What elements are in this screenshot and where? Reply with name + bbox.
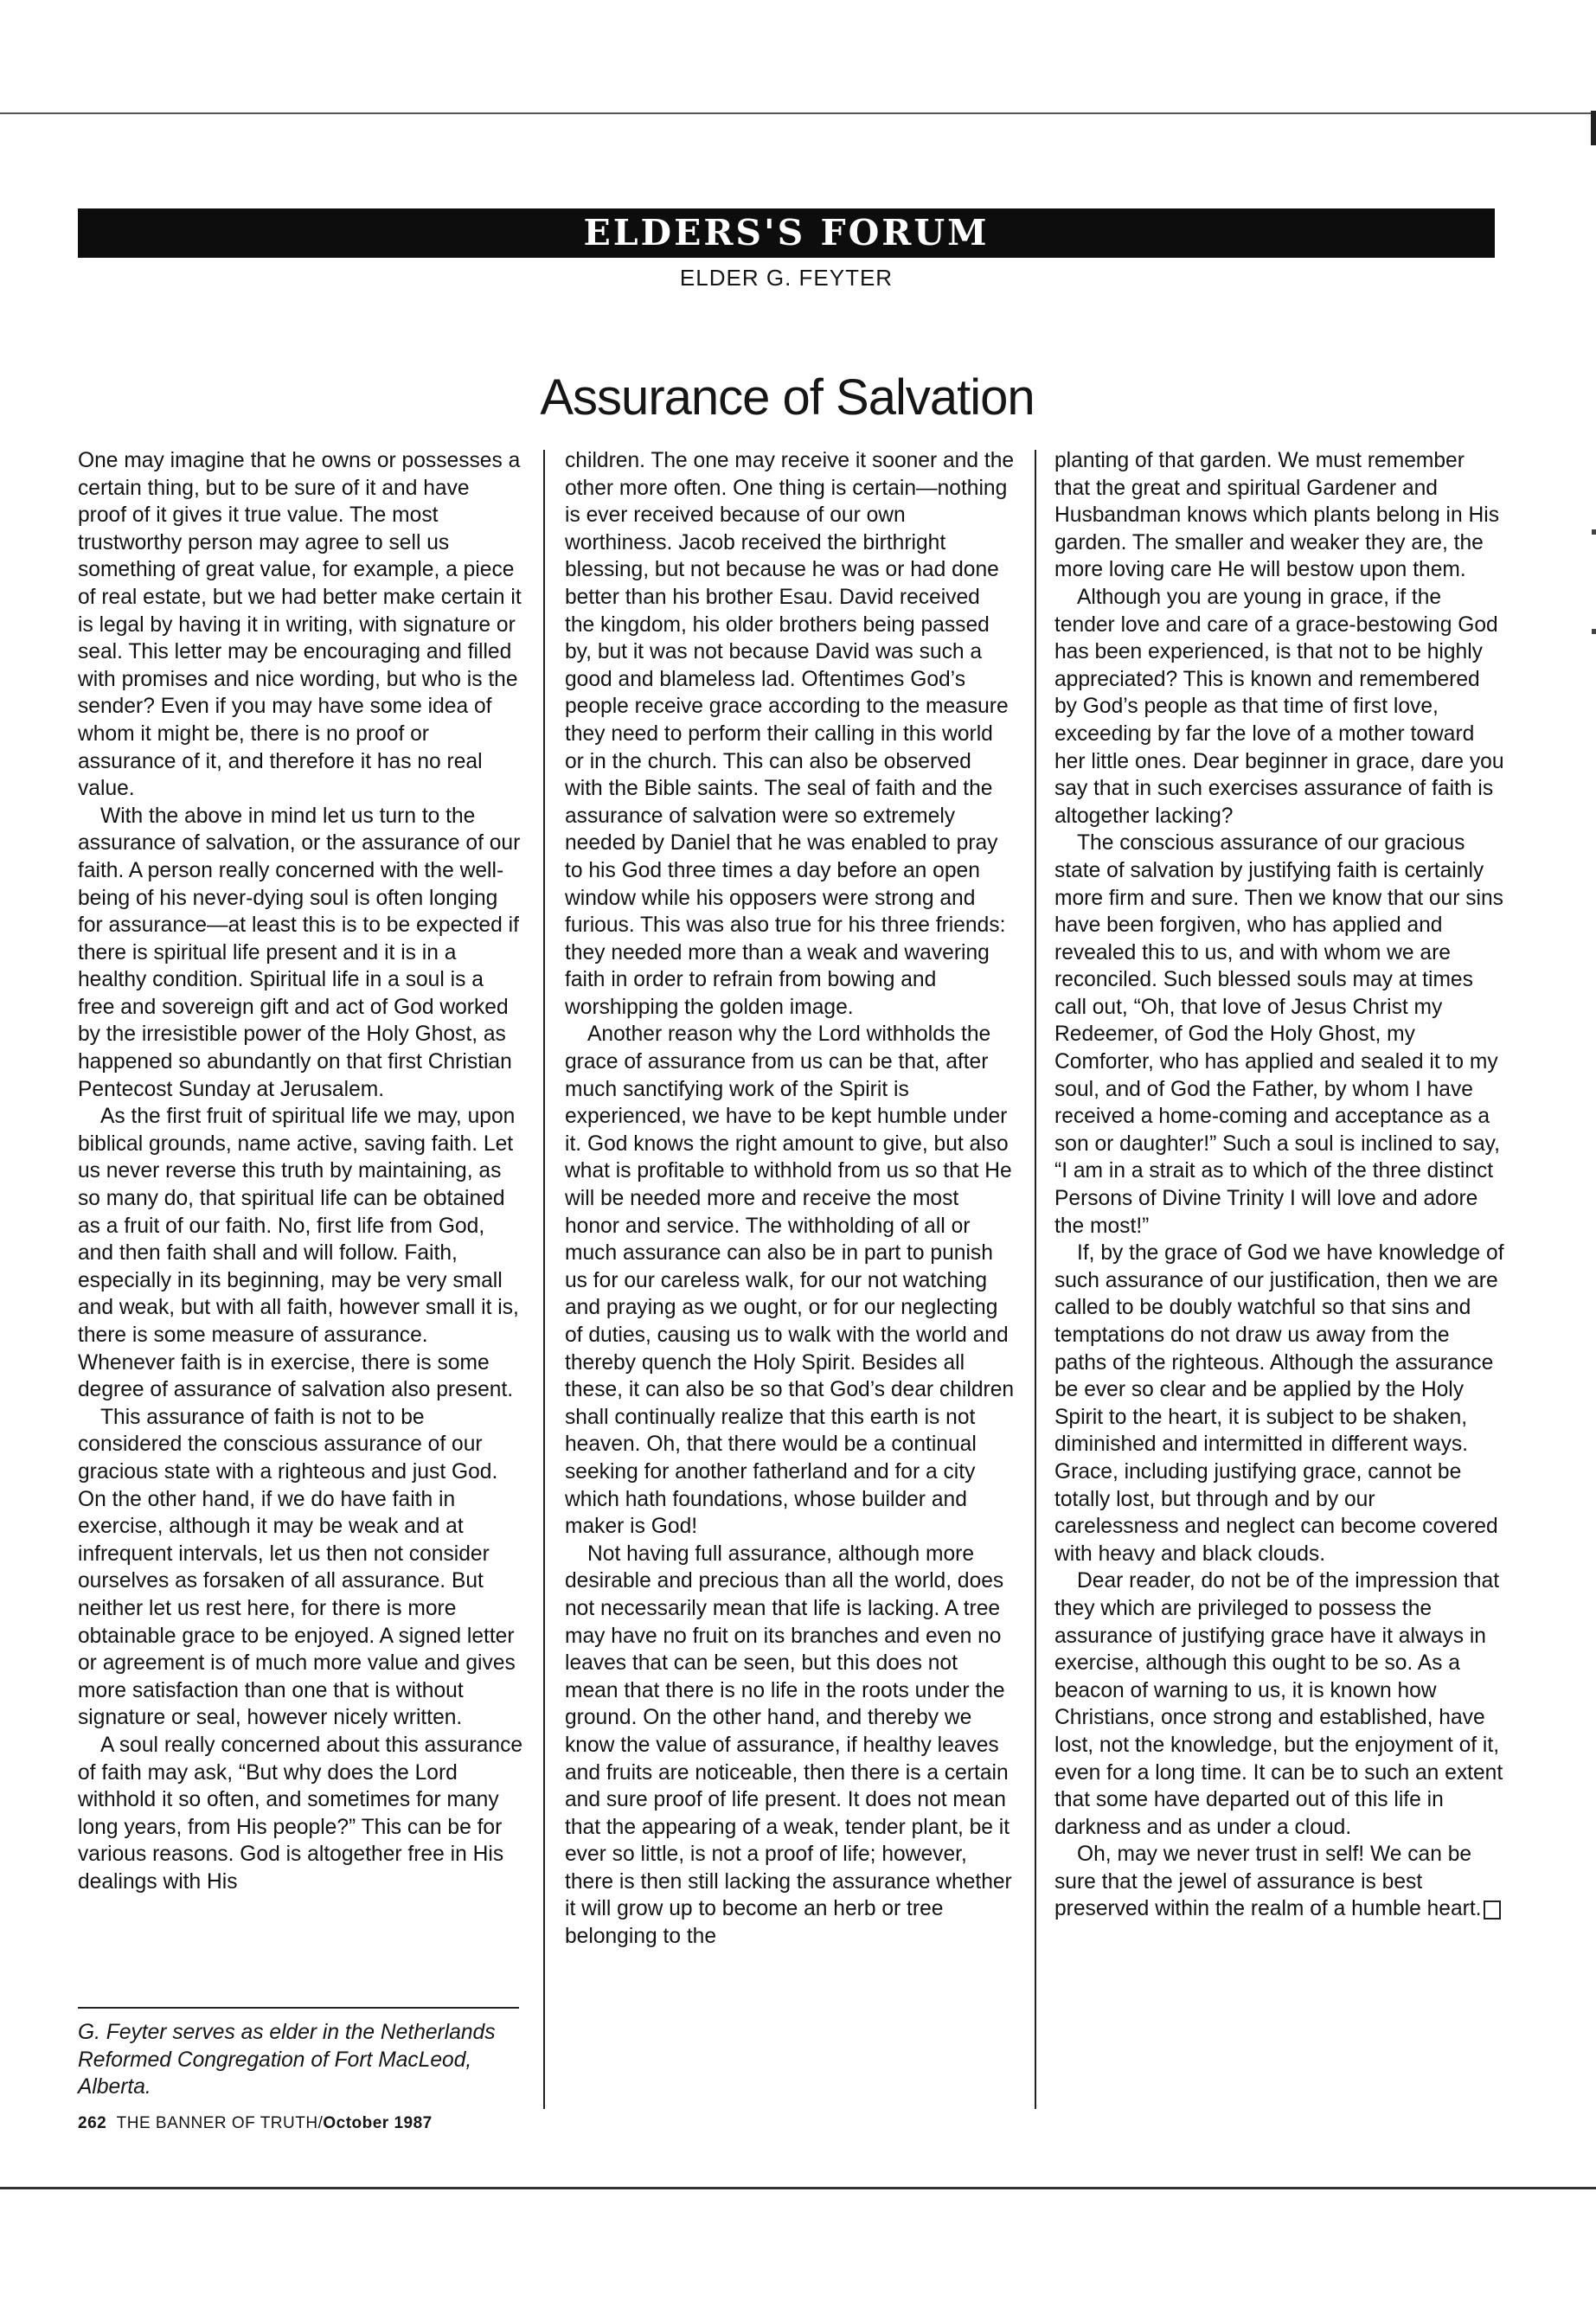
paragraph: planting of that garden. We must remember that the great and spiritual Gardener and Husbandman knows which plants belong in His garden. The smaller and weaker they are, the more loving care He will bestow upon them. (1054, 449, 1500, 582)
article-column-2 (565, 447, 1015, 1951)
scan-corner-mark (1591, 111, 1596, 145)
author-bio: G. Feyter serves as elder in the Netherlands Reformed Congregation of Fort MacLeod, Alberta. (78, 2021, 496, 2099)
issue-date: October 1987 (323, 2114, 433, 2132)
paragraph: Dear reader, do not be of the impression that they which are privileged to possess the assurance of justifying grace have it always in exercise, although this ought to be so. As a beacon of warning to us, it is known how Christians, once strong and established, have lost, not the knowledge, but the enjoyment of it, even for a long time. It can be to such an extent that some have departed out of this life in darkness and as under a cloud. (1054, 1569, 1503, 1839)
paragraph: Although you are young in grace, if the tender love and care of a grace-bestowing God has been experienced, is that not to be highly appreciated? This is known and remembered by God’s people as that time of first love, exceeding by far the love of a mother toward her little ones. Dear beginner in grace, dare you say that in such exercises assurance of faith is altogether lacking? (1054, 585, 1504, 828)
article-column-3 (1054, 447, 1504, 1923)
scan-edge-tick (1592, 529, 1596, 535)
article-column-1 (78, 447, 523, 1895)
column-divider (543, 450, 545, 2109)
author-byline: ELDER G. FEYTER (679, 265, 894, 291)
paragraph: The conscious assurance of our gracious state of salvation by justifying faith is certainly more firm and sure. Then we know that our sins have been forgiven, who has applied and revealed this to us, and with whom we are reconciled. Such blessed souls may at times call out, “Oh, that love of Jesus Christ my Redeemer, of God the Holy Ghost, my Comforter, who has applied and sealed it to my soul, and of God the Father, by whom I have received a home-coming and acceptance as a son or daughter!” Such a soul is inclined to say, “I am in a strait as to which of the three distinct Persons of Divine Trinity I will love and adore the most!” (1054, 831, 1503, 1238)
end-of-article-square-icon (1484, 1900, 1501, 1920)
paragraph: A soul really concerned about this assurance of faith may ask, “But why does the Lord withhold it so often, and sometimes for many long years, from His people?” This can be for various reasons. God is altogether free in His dealings with His (78, 1733, 523, 1894)
paragraph-text: Oh, may we never trust in self! We can be sure that the jewel of assurance is best preserved within the realm of a humble heart. (1054, 1843, 1482, 1921)
paragraph: Another reason why the Lord withholds the grace of assurance from us can be that, after much sanctifying work of the Spirit is experienced, we have to be kept humble under it. God knows the right amount to give, but also what is profitable to withhold from us so that He will be needed more and receive the most honor and service. The withholding of all or much assurance can also be in part to punish us for our careless walk, for our not watching and praying as we ought, or for our neglecting of duties, causing us to walk with the world and thereby quench the Holy Spirit. Besides all these, it can also be so that God’s dear children shall continually realize that this earth is not heaven. Oh, that there would be a continual seeking for another fatherland and for a city which hath foundations, whose builder and maker is God! (565, 1022, 1015, 1539)
paragraph: This assurance of faith is not to be considered the conscious assurance of our gracious state with a righteous and just God. On the other hand, if we do have faith in exercise, although it may be weak and at infrequent intervals, let us then not consider ourselves as forsaken of all assurance. But neither let us rest here, for there is more obtainable grace to be enjoyed. A signed letter or agreement is of much more value and gives more satisfaction than one that is without signature or seal, however nicely written. (78, 1405, 516, 1730)
page-top-rule (0, 112, 1596, 114)
scan-edge-tick (1592, 629, 1596, 634)
paragraph (1054, 1841, 1504, 1923)
paragraph: As the first fruit of spiritual life we may, upon biblical grounds, name active, saving faith. Let us never reverse this truth by maintaining, as so many do, that spiritual life can be obtained as a fruit of our faith. No, first life from God, and then faith shall and will follow. Faith, especially in its beginning, may be very small and weak, but with all faith, however small it is, there is some measure of assurance. Whenever faith is in exercise, there is some degree of assurance of salvation also present. (78, 1105, 519, 1402)
paragraph: With the above in mind let us turn to the assurance of salvation, or the assurance of our faith. A person really concerned with the well-being of his never-dying soul is often longing for assurance—at least this is to be expected if there is spiritual life present and it is in a healthy condition. Spiritual life in a soul is a free and sovereign gift and act of God worked by the irresistible power of the Holy Ghost, as happened so abundantly on that first Christian Pentecost Sunday at Jerusalem. (78, 804, 521, 1101)
article-title: Assurance of Salvation (540, 369, 1035, 426)
column-divider (1035, 450, 1036, 2109)
page-bottom-rule (0, 2187, 1596, 2189)
page-number: 262 (78, 2114, 107, 2132)
paragraph: Not having full assurance, although more desirable and precious than all the world, does not necessarily mean that life is lacking. A tree may have no fruit on its branches and even no leaves that can be seen, but this does not mean that there is no life in the roots under the ground. On the other hand, and thereby we know the value of assurance, if healthy leaves and fruits are noticeable, then there is a certain and sure proof of life present. It does not mean that the appearing of a weak, tender plant, be it ever so little, is not a proof of life; however, there is then still lacking the assurance whether it will grow up to become an herb or tree belonging to the (565, 1541, 1012, 1949)
paragraph: If, by the grace of God we have knowledge of such assurance of our justification, then we are called to be doubly watchful so that sins and temptations do not draw us away from the paths of the righteous. Although the assurance be ever so clear and be applied by the Holy Spirit to the heart, it is subject to be shaken, diminished and intermitted in different ways. Grace, including justifying grace, cannot be totally lost, but through and by our carelessness and neglect can become covered with heavy and black clouds. (1054, 1241, 1504, 1566)
paragraph: One may imagine that he owns or possesses a certain thing, but to be sure of it and have proof of it gives it true value. The most trustworthy person may agree to sell us something of great value, for example, a piece of real estate, but we had better make certain it is legal by having it in writing, with signature or seal. This letter may be encouraging and filled with promises and nice wording, but who is the sender? Even if you may have some idea of whom it might be, there is no proof or assurance of it, and therefore it has no real value. (78, 449, 522, 801)
page-footer (78, 2113, 433, 2134)
bio-divider (78, 2007, 519, 2009)
paragraph: children. The one may receive it sooner and the other more often. One thing is certain—nothing is ever received because of our own worthiness. Jacob received the birthright blessing, but not because he was or had done better than his brother Esau. David received the kingdom, his older brothers being passed by, but it was not because David was such a good and blameless lad. Oftentimes God’s people receive grace according to the measure they need to perform their calling in this world or in the church. This can also be observed with the Bible saints. The seal of faith and the assurance of salvation were so extremely needed by Daniel that he was enabled to pray to his God three times a day before an open window while his opposers were strong and furious. This was also true for his three friends: they needed more than a weak and wavering faith in order to refrain from bowing and worshipping the golden image. (565, 449, 1015, 1019)
section-banner: ELDERS'S FORUM (78, 208, 1495, 258)
publication-name: THE BANNER OF TRUTH/ (116, 2114, 324, 2132)
